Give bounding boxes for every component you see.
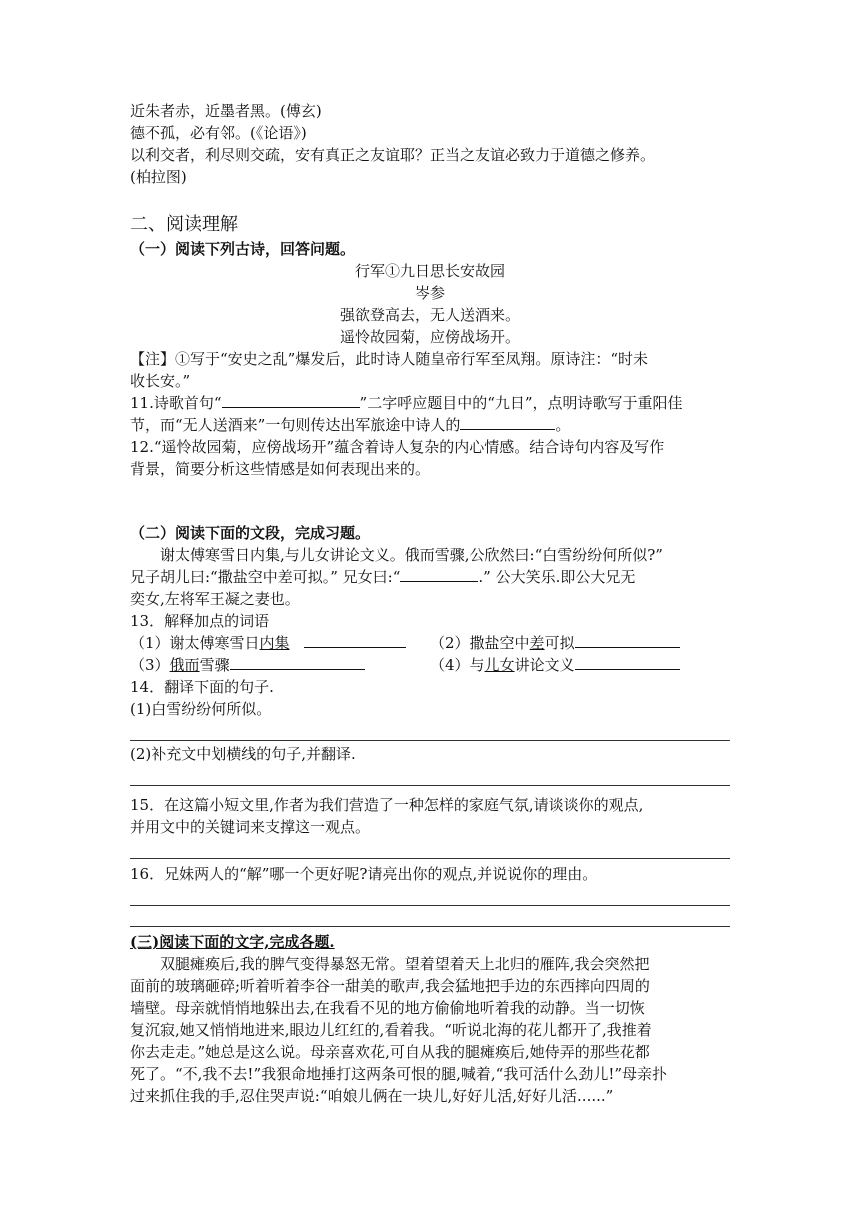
passage-text-a: 兄子胡儿曰:“撒盐空中差可拟。” 兄女曰:“ [130,568,401,586]
q11-text-a: 11.诗歌首句“ [130,394,222,412]
quote-fuxuan: 近朱者赤，近墨者黑。(傅玄) [130,102,322,120]
poem-note-2: 收长安。” [130,372,191,390]
answer-line-16-b[interactable] [130,906,730,927]
q11-text-b: ”二字呼应题目中的“九日”，点明诗歌写于重阳佳 [359,394,683,412]
question-12-line-1: 12.“遥怜故园菊，应傍战场开”蕴含着诗人复杂的内心情感。结合诗句内容及写作 [130,438,665,456]
worksheet-page [130,100,730,1107]
q11-blank-2[interactable] [460,415,555,430]
question-15-line-1: 15．在这篇小短文里,作者为我们营造了一种怎样的家庭气氛,请谈谈你的观点, [130,796,644,814]
q13-blank-4[interactable] [575,655,680,670]
q13-item-4-pre: （4）与 [430,656,485,674]
q13-item-3-word: 俄而 [169,656,200,674]
question-16: 16．兄妹两人的“解”哪一个更好呢?请亮出你的观点,并说说你的理由。 [130,865,598,883]
part3-line-7: 过来抓住我的手,忍住哭声说:“咱娘儿俩在一块儿,好好儿活,好好儿活......” [130,1087,614,1105]
quote-plato: 以利交者，利尽则交疏，安有真正之友谊耶？正当之友谊必致力于道德之修养。 [130,146,656,164]
q11-text-d: 。 [555,416,571,434]
q13-item-2 [430,632,730,654]
part3-line-2: 面前的玻璃砸碎;听着听着李谷一甜美的歌声,我会猛地把手边的东西摔向四周的 [130,977,650,995]
q13-blank-2[interactable] [575,633,680,648]
q13-item-1-word: 内集 [259,634,290,652]
poem-line-1: 强欲登高去，无人送酒来。 [339,306,520,324]
passage-blank[interactable] [400,567,478,582]
q13-item-4-post: 讲论文义 [514,656,575,674]
q13-item-3 [130,654,430,676]
q13-item-4 [430,654,730,676]
answer-line-14-2[interactable] [130,765,730,786]
q13-item-2-pre: （2）撒盐空中 [430,634,530,652]
question-11-line-1 [130,392,730,414]
section-title: 二、阅读理解 [130,214,238,235]
part3-line-3: 墙壁。母亲就悄悄地躲出去,在我看不见的地方偷偷地听着我的动静。当一切恢 [130,999,645,1017]
part3-line-6: 死了。“不,我不去!”我狠命地捶打这两条可恨的腿,喊着,“我可活什么劲儿!”母亲扑 [130,1065,668,1083]
spacer [130,502,730,522]
part1-title: （一）阅读下列古诗，回答问题。 [130,240,356,258]
quote-lunyu: 德不孤，必有邻。(《论语》) [130,124,307,142]
quote-plato-attribution: (柏拉图) [130,168,187,186]
question-14-2: (2)补充文中划横线的句子,并翻译. [130,745,356,763]
question-13: 13．解释加点的词语 [130,612,270,630]
q13-item-1-pre: （1）谢太傅寒雪日 [130,634,260,652]
part3-title: (三)阅读下面的文字,完成各题. [130,933,335,951]
question-12-line-2: 背景，简要分析这些情感是如何表现出来的。 [130,460,431,478]
q13-row-1 [130,632,730,654]
part3-line-5: 你去走走。”她总是这么说。母亲喜欢花,可自从我的腿瘫痪后,她侍弄的那些花都 [130,1043,650,1061]
question-14: 14．翻译下面的句子. [130,678,274,696]
question-14-1: (1)白雪纷纷何所似。 [130,700,272,718]
q13-item-1 [130,632,430,654]
answer-line-16-a[interactable] [130,885,730,906]
q13-item-3-pre: （3） [130,656,170,674]
passage-line-1: 谢太傅寒雪日内集,与儿女讲论文义。俄而雪骤,公欣然曰:“白雪纷纷何所似?” [160,546,663,564]
poem-note-1: 【注】①写于“安史之乱”爆发后，此时诗人随皇帝行军至凤翔。原诗注：“时未 [130,350,649,368]
part3-line-1: 双腿瘫痪后,我的脾气变得暴怒无常。望着望着天上北归的雁阵,我会突然把 [160,955,650,973]
q11-text-c: 节，而“无人送酒来”一句则传达出军旅途中诗人的 [130,416,461,434]
question-15-line-2: 并用文中的关键词来支撑这一观点。 [130,818,371,836]
passage-line-2 [130,566,730,588]
poem-author: 岑参 [414,284,445,302]
q13-blank-1[interactable] [304,633,406,648]
q13-blank-3[interactable] [230,655,365,670]
answer-line-15[interactable] [130,838,730,859]
q13-item-2-post: 可拟 [544,634,575,652]
q13-item-3-post: 雪骤 [199,656,230,674]
q13-row-2 [130,654,730,676]
question-11-line-2 [130,414,730,436]
answer-line-14-1[interactable] [130,720,730,741]
passage-text-b: .” 公大笑乐.即公大兄无 [478,568,636,586]
part2-title: （二）阅读下面的文段，完成习题。 [130,524,371,542]
passage-line-3: 奕女,左将军王凝之妻也。 [130,590,300,608]
q11-blank-1[interactable] [222,393,360,408]
part3-line-4: 复沉寂,她又悄悄地进来,眼边儿红红的,看着我。“听说北海的花儿都开了,我推着 [130,1021,652,1039]
poem-title: 行军①九日思长安故园 [354,262,505,280]
q13-item-2-word: 差 [529,634,545,652]
q13-item-4-word: 儿女 [484,656,515,674]
poem-line-2: 遥怜故园菊，应傍战场开。 [339,328,520,346]
spacer [130,480,730,502]
